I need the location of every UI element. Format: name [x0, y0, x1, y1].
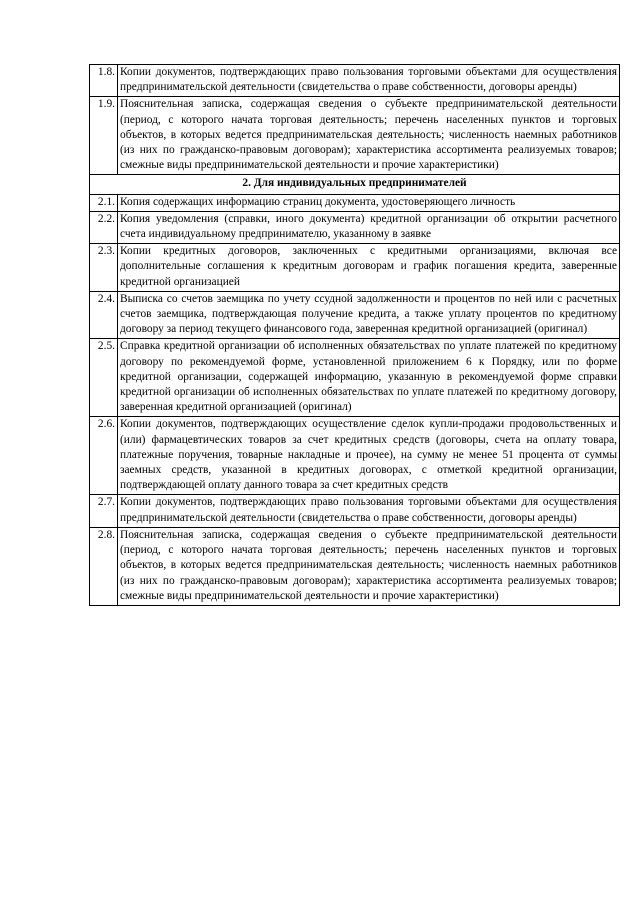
table-row	[90, 65, 620, 97]
table-row	[90, 211, 620, 243]
row-number: 2.8.	[90, 527, 118, 605]
table-row	[90, 527, 620, 605]
table-row	[90, 291, 620, 339]
row-number: 2.1.	[90, 194, 118, 211]
table-row	[90, 495, 620, 527]
row-text: Справка кредитной организации об исполненных обязательствах по уплате платежей по кредитному договору по рекомендуемой форме, установленной приложением 6 к Порядку, или по форме кредитной организации, содержащей информацию, указанную в рекомендуемой форме справки кредитной организации об исполненных обязательствах по уплате платежей по кредитному договору, заверенная кредитной организацией (оригинал)	[118, 339, 620, 417]
row-text: Пояснительная записка, содержащая сведения о субъекте предпринимательской деятельности (период, с которого начата торговая деятельность; перечень населенных пунктов и торговых объектов, в которых ведется предпринимательская деятельность; численность наемных работников (из них по гражданско-правовым договорам); характеристика ассортимента реализуемых товаров; смежные виды предпринимательской деятельности и прочие характеристики)	[118, 527, 620, 605]
row-number: 2.4.	[90, 291, 118, 339]
row-text: Копия содержащих информацию страниц документа, удостоверяющего личность	[118, 194, 620, 211]
table-row	[90, 417, 620, 495]
row-text: Копии документов, подтверждающих право пользования торговыми объектами для осуществления предпринимательской деятельности (свидетельства о праве собственности, договоры аренды)	[118, 495, 620, 527]
table-row	[90, 244, 620, 292]
section-title: 2. Для индивидуальных предпринимателей	[90, 175, 620, 194]
row-number: 1.8.	[90, 65, 118, 97]
row-number: 2.6.	[90, 417, 118, 495]
table-row	[90, 339, 620, 417]
table-row	[90, 194, 620, 211]
row-number: 2.5.	[90, 339, 118, 417]
row-number: 2.7.	[90, 495, 118, 527]
documents-table	[89, 64, 620, 606]
table-row	[90, 97, 620, 175]
row-text: Пояснительная записка, содержащая сведения о субъекте предпринимательской деятельности (период, с которого начата торговая деятельность; перечень населенных пунктов и торговых объектов, в которых ведется предпринимательская деятельность; численность наемных работников (из них по гражданско-правовым договорам); характеристика ассортимента реализуемых товаров; смежные виды предпринимательской деятельности и прочие характеристики)	[118, 97, 620, 175]
row-text: Копии документов, подтверждающих право пользования торговыми объектами для осуществления предпринимательской деятельности (свидетельства о праве собственности, договоры аренды)	[118, 65, 620, 97]
row-text: Выписка со счетов заемщика по учету ссудной задолженности и процентов по ней или с расчетных счетов заемщика, подтверждающая получение кредита, а также уплату процентов по кредитному договору за период текущего финансового года, заверенная кредитной организацией (оригинал)	[118, 291, 620, 339]
section-header-row	[90, 175, 620, 194]
row-text: Копии кредитных договоров, заключенных с кредитными организациями, включая все дополнительные соглашения к кредитным договорам и график погашения кредита, заверенные кредитной организацией	[118, 244, 620, 292]
row-number: 1.9.	[90, 97, 118, 175]
row-number: 2.2.	[90, 211, 118, 243]
row-text: Копия уведомления (справки, иного документа) кредитной организации об открытии расчетного счета индивидуальному предпринимателю, указанному в заявке	[118, 211, 620, 243]
row-number: 2.3.	[90, 244, 118, 292]
row-text: Копии документов, подтверждающих осуществление сделок купли-продажи продовольственных и (или) фармацевтических товаров за счет кредитных средств (договоры, счета на оплату товара, платежные поручения, товарные накладные и прочее), на сумму не менее 51 процента от суммы заемных средств, указанной в кредитных договорах, с отметкой кредитной организации, подтверждающей оплату данного товара за счет кредитных средств	[118, 417, 620, 495]
